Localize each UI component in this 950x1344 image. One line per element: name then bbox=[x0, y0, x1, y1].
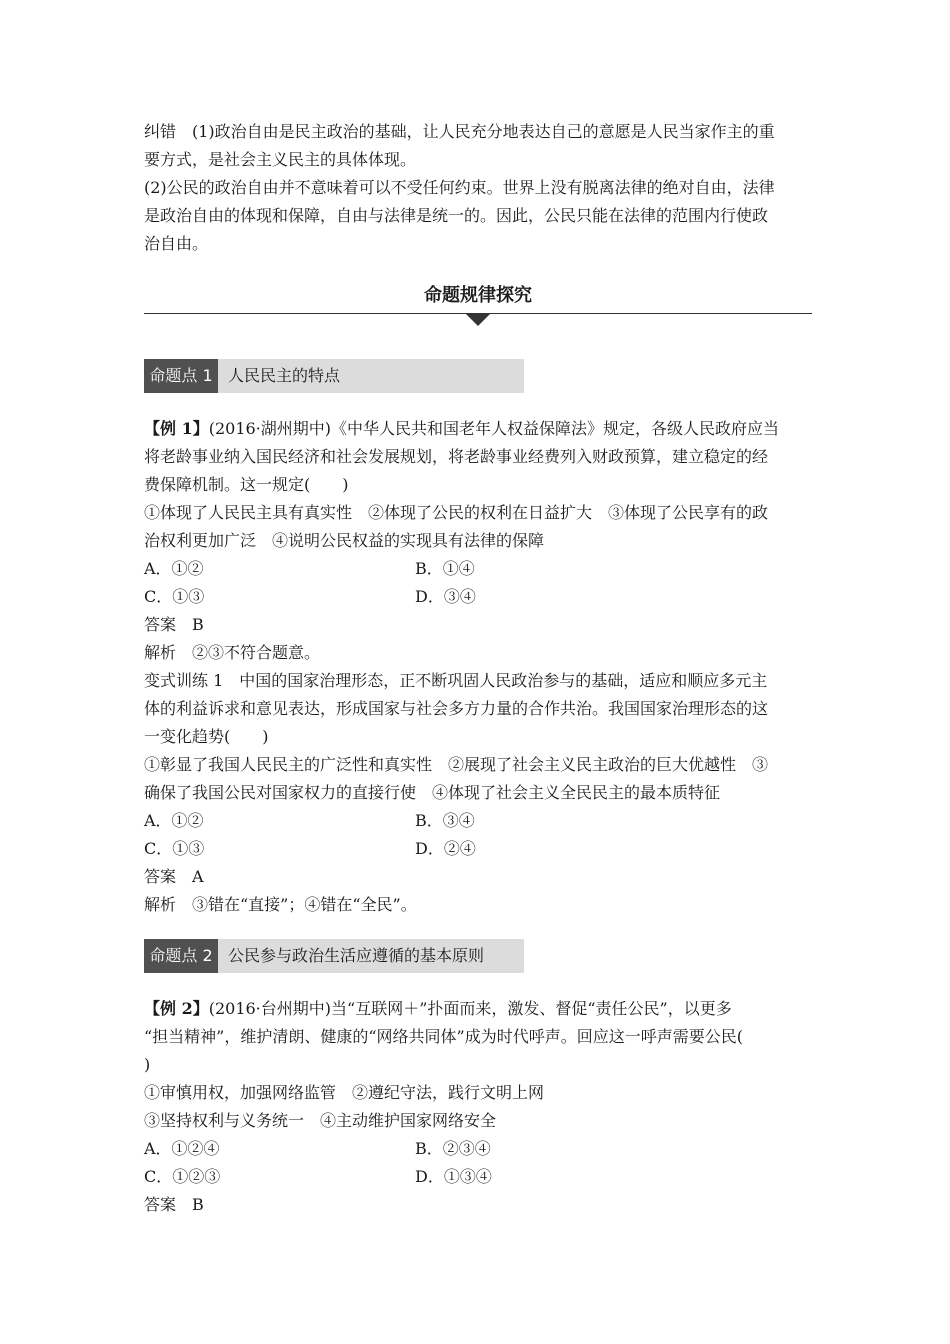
example-1-analysis: 解析 ②③不符合题意。 bbox=[144, 643, 321, 662]
correction-line-2: 要方式，是社会主义民主的具体体现。 bbox=[144, 150, 417, 169]
exercise-1-options-row-1 bbox=[144, 807, 812, 835]
exercise-1-analysis: 解析 ③错在“直接”；④错在“全民”。 bbox=[144, 895, 417, 914]
example-1-answer: 答案 B bbox=[144, 615, 204, 634]
example-2-line-5: ③坚持权利与义务统一 ④主动维护国家网络安全 bbox=[144, 1111, 497, 1130]
topic-point-title: 公民参与政治生活应遵循的基本原则 bbox=[228, 946, 485, 965]
option-b: B．③④ bbox=[415, 811, 475, 830]
option-a: A．①② bbox=[144, 559, 204, 578]
exercise-1-line-2: 体的利益诉求和意见表达，形成国家与社会多方力量的合作共治。我国国家治理形态的这 bbox=[144, 699, 769, 718]
correction-line-4: 是政治自由的体现和保障，自由与法律是统一的。因此，公民只能在法律的范围内行使政 bbox=[144, 206, 769, 225]
example-1-options-row-2 bbox=[144, 583, 812, 611]
exercise-1-line-5: 确保了我国公民对国家权力的直接行使 ④体现了社会主义全民民主的最本质特征 bbox=[144, 783, 721, 802]
example-2-options-row-2 bbox=[144, 1163, 812, 1191]
option-d: D．①③④ bbox=[415, 1167, 492, 1186]
exercise-1-line-1: 变式训练 1 中国的国家治理形态，正不断巩固人民政治参与的基础，适应和顺应多元主 bbox=[144, 671, 768, 690]
correction-line-3: (2)公民的政治自由并不意味着可以不受任何约束。世界上没有脱离法律的绝对自由，法律 bbox=[144, 178, 775, 197]
exercise-1-answer: 答案 A bbox=[144, 867, 204, 886]
topic-point-2-header bbox=[144, 939, 524, 973]
exercise-1-line-4: ①彰显了我国人民民主的广泛性和真实性 ②展现了社会主义民主政治的巨大优越性 ③ bbox=[144, 755, 769, 774]
option-c: C．①③ bbox=[144, 587, 205, 606]
example-label: 【例 1】 bbox=[144, 419, 209, 438]
topic-point-title: 人民民主的特点 bbox=[228, 366, 341, 385]
example-1-line-1: 【例 1】(2016·湖州期中)《中华人民共和国老年人权益保障法》规定，各级人民政府应当 bbox=[144, 419, 780, 438]
option-a: A．①②④ bbox=[144, 1139, 220, 1158]
example-1-line-5: 治权利更加广泛 ④说明公民权益的实现具有法律的保障 bbox=[144, 531, 545, 550]
example-2-options-row-1 bbox=[144, 1135, 812, 1163]
example-2-line-4: ①审慎用权，加强网络监管 ②遵纪守法，践行文明上网 bbox=[144, 1083, 545, 1102]
option-d: D．②④ bbox=[415, 839, 476, 858]
example-2-line-1: 【例 2】(2016·台州期中)当“互联网＋”扑面而来，激发、督促“责任公民”，以更多 bbox=[144, 999, 732, 1018]
divider-triangle-icon bbox=[466, 314, 490, 326]
example-2-line-3: ) bbox=[144, 1055, 151, 1074]
exercise-1-options-row-2 bbox=[144, 835, 812, 863]
example-1-line-3: 费保障机制。这一规定( ) bbox=[144, 475, 349, 494]
example-1-options-row-1 bbox=[144, 555, 812, 583]
exercise-1-line-3: 一变化趋势( ) bbox=[144, 727, 269, 746]
example-label: 【例 2】 bbox=[144, 999, 209, 1018]
option-a: A．①② bbox=[144, 811, 204, 830]
option-b: B．①④ bbox=[415, 559, 475, 578]
section-title: 命题规律探究 bbox=[424, 285, 532, 306]
option-b: B．②③④ bbox=[415, 1139, 491, 1158]
option-c: C．①②③ bbox=[144, 1167, 221, 1186]
example-2-answer: 答案 B bbox=[144, 1195, 204, 1214]
example-1-line-4: ①体现了人民民主具有真实性 ②体现了公民的权利在日益扩大 ③体现了公民享有的政 bbox=[144, 503, 769, 522]
correction-line-5: 治自由。 bbox=[144, 234, 209, 253]
topic-point-1-header bbox=[144, 359, 524, 393]
example-1-line-2: 将老龄事业纳入国民经济和社会发展规划，将老龄事业经费列入财政预算，建立稳定的经 bbox=[144, 447, 769, 466]
example-2-line-2: “担当精神”，维护清朗、健康的“网络共同体”成为时代呼声。回应这一呼声需要公民( bbox=[144, 1027, 743, 1046]
topic-point-tag: 命题点 2 bbox=[144, 939, 218, 973]
correction-line-1: 纠错 (1)政治自由是民主政治的基础，让人民充分地表达自己的意愿是人民当家作主的重 bbox=[144, 122, 775, 141]
option-d: D．③④ bbox=[415, 587, 476, 606]
option-c: C．①③ bbox=[144, 839, 205, 858]
topic-point-tag: 命题点 1 bbox=[144, 359, 218, 393]
